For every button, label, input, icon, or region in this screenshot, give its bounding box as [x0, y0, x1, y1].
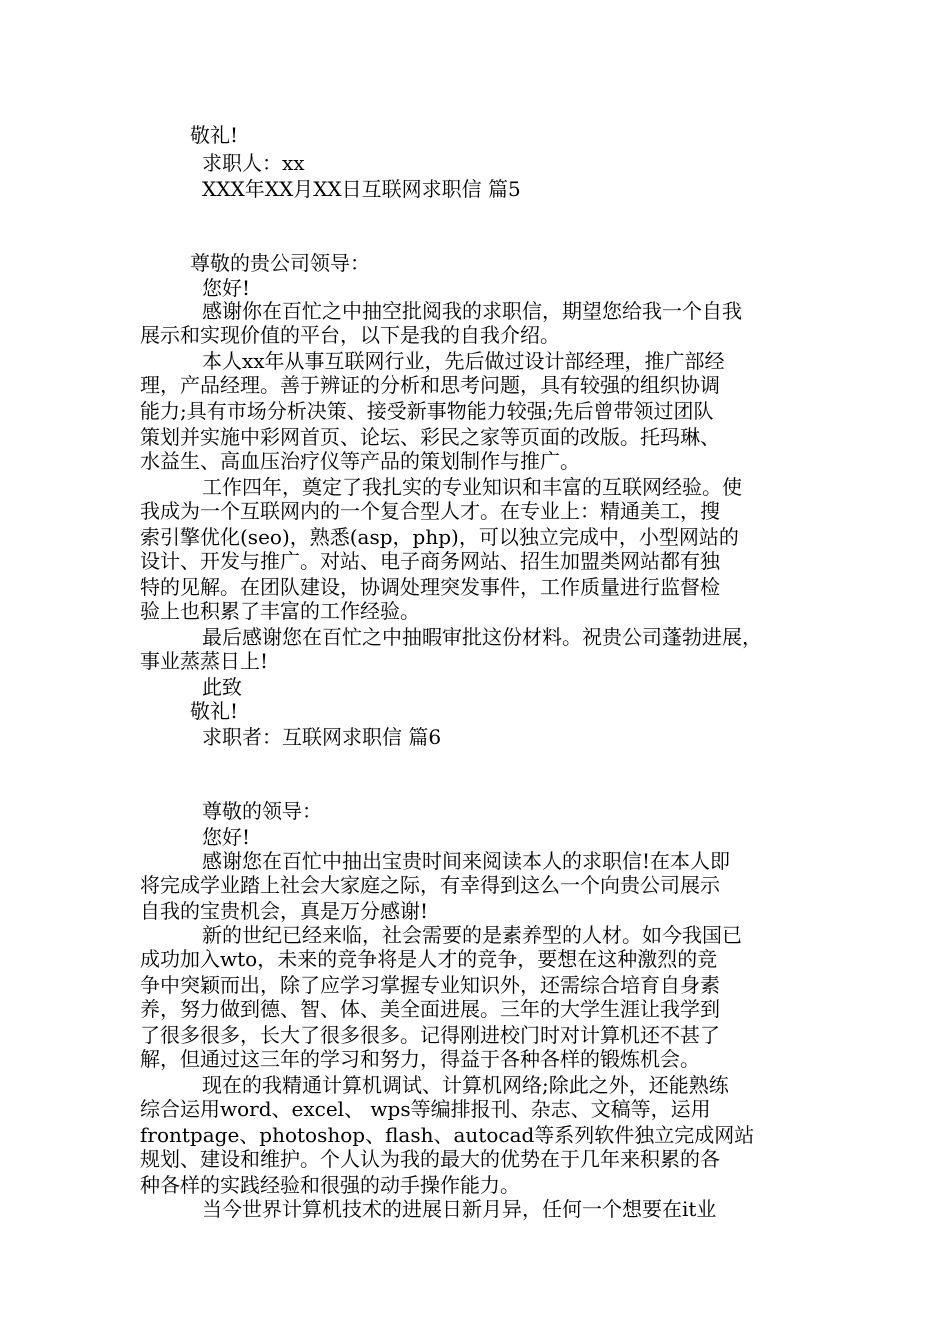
text-line: 能力;具有市场分析决策、接受新事物能力较强;先后曾带领过团队 [140, 399, 714, 423]
text-line: 最后感谢您在百忙之中抽暇审批这份材料。祝贵公司蓬勃进展， [202, 625, 762, 649]
text-line: 工作四年，奠定了我扎实的专业知识和丰富的互联网经验。使 [202, 475, 742, 499]
text-line: 我成为一个互联网内的一个复合型人才。在专业上：精通美工，搜 [140, 499, 720, 523]
text-line: 感谢你在百忙之中抽空批阅我的求职信，期望您给我一个自我 [202, 299, 742, 323]
text-line: 现在的我精通计算机调试、计算机网络;除此之外，还能熟练 [202, 1073, 729, 1097]
text-line: 水益生、高血压治疗仪等产品的策划制作与推广。 [140, 449, 580, 473]
text-line: 此致 [202, 675, 242, 699]
text-line: 养，努力做到德、智、体、美全面进展。三年的大学生涯让我学到 [140, 997, 720, 1021]
text-line: 成功加入wto，未来的竞争将是人才的竞争，要想在这种激烈的竞 [140, 947, 718, 971]
text-line: 当今世界计算机技术的进展日新月异，任何一个想要在it业 [202, 1197, 717, 1221]
text-line: 索引擎优化(seo)，熟悉(asp，php)，可以独立完成中，小型网站的 [140, 525, 739, 549]
text-line: 尊敬的领导： [202, 799, 322, 823]
text-line: 种各样的实践经验和很强的动手操作能力。 [140, 1173, 520, 1197]
text-line: 综合运用word、excel、 wps等编排报刊、杂志、文稿等，运用 [140, 1097, 711, 1121]
text-line: 本人xx年从事互联网行业，先后做过设计部经理，推广部经 [202, 349, 725, 373]
text-line: 策划并实施中彩网首页、论坛、彩民之家等页面的改版。托玛琳、 [140, 425, 720, 449]
text-line: 解，但通过这三年的学习和努力，得益于各种各样的锻炼机会。 [140, 1047, 700, 1071]
text-line: frontpage、photoshop、flash、autocad等系列软件独立完成网站 [140, 1123, 755, 1147]
text-line: 自我的宝贵机会，真是万分感谢! [140, 899, 429, 923]
text-line: XXX年XX月XX日互联网求职信 篇5 [202, 177, 521, 201]
text-line: 事业蒸蒸日上! [140, 649, 269, 673]
text-line: 规划、建设和维护。个人认为我的最大的优势在于几年来积累的各 [140, 1147, 720, 1171]
text-line: 您好! [202, 276, 251, 300]
text-line: 特的见解。在团队建设，协调处理突发事件，工作质量进行监督检 [140, 575, 720, 599]
text-line: 感谢您在百忙中抽出宝贵时间来阅读本人的求职信!在本人即 [202, 849, 731, 873]
text-line: 新的世纪已经来临，社会需要的是素养型的人材。如今我国已 [202, 923, 742, 947]
text-line: 将完成学业踏上社会大家庭之际，有幸得到这么一个向贵公司展示 [140, 873, 720, 897]
text-line: 敬礼! [190, 123, 239, 147]
text-line: 了很多很多，长大了很多很多。记得刚进校门时对计算机还不甚了 [140, 1023, 720, 1047]
text-line: 理，产品经理。善于辨证的分析和思考问题，具有较强的组织协调 [140, 373, 720, 397]
text-line: 求职者：互联网求职信 篇6 [202, 725, 442, 749]
text-line: 设计、开发与推广。对站、电子商务网站、招生加盟类网站都有独 [140, 549, 720, 573]
text-line: 您好! [202, 825, 251, 849]
text-line: 尊敬的贵公司领导： [190, 251, 370, 275]
text-line: 求职人：xx [202, 151, 305, 175]
text-line: 争中突颖而出，除了应学习掌握专业知识外，还需综合培育自身素 [140, 973, 720, 997]
text-line: 展示和实现价值的平台，以下是我的自我介绍。 [140, 323, 560, 347]
text-line: 验上也积累了丰富的工作经验。 [140, 599, 420, 623]
text-line: 敬礼! [190, 699, 239, 723]
